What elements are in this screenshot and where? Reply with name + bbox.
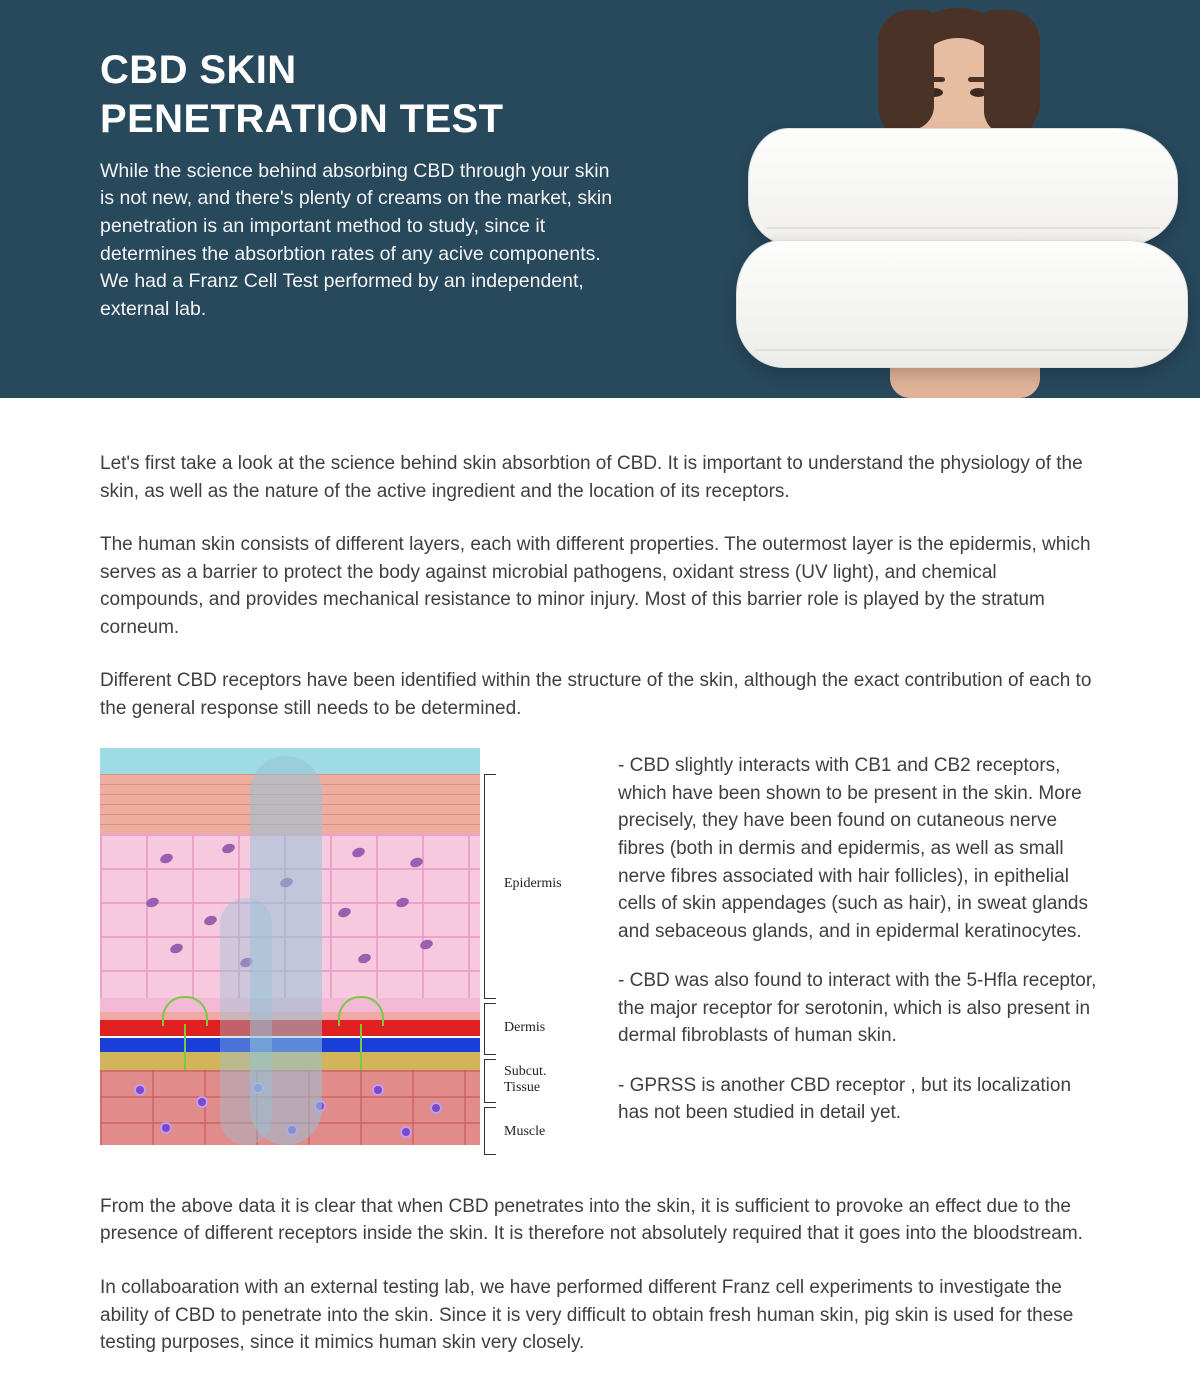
- hero-text-block: [100, 46, 620, 324]
- paragraph-5: In collaboaration with an external testing lab, we have performed different Franz cell experiments to investigate the ability of CBD to penetrate into the skin. Since it is very difficult to obtain fresh human skin, pig skin is used for these testing purposes, since it mimics human skin very closely.: [100, 1277, 1074, 1354]
- article-body: [0, 398, 1200, 1357]
- cbd-penetration-flow-secondary: [220, 898, 272, 1145]
- nerve-stem-left: [184, 1024, 186, 1070]
- diagram-labels: [484, 774, 590, 1140]
- model-hair-left: [878, 10, 934, 130]
- page-title-line-2: PENETRATION TEST: [100, 96, 504, 141]
- pillow-bottom-seam: [755, 349, 1169, 351]
- bracket-muscle: [484, 1107, 496, 1155]
- skin-layers-illustration: [100, 748, 480, 1145]
- hero-photo: [640, 0, 1200, 398]
- receptor-list: [618, 748, 1100, 1149]
- page-title: [100, 46, 620, 144]
- pillow-top-seam: [766, 227, 1160, 229]
- label-subcut-tissue: [504, 1064, 546, 1096]
- label-dermis: Dermis: [504, 1020, 546, 1036]
- pillow-top: [748, 128, 1178, 246]
- label-muscle: Muscle: [504, 1124, 546, 1140]
- page-title-line-1: CBD SKIN: [100, 48, 297, 92]
- list-item: - CBD was also found to interact with the 5-Hfla receptor, the major receptor for serotonin, which is also present in dermal fibroblasts of human skin.: [618, 970, 1097, 1047]
- label-subcut-line-1: Subcut.: [504, 1064, 547, 1080]
- paragraph-4: From the above data it is clear that when CBD penetrates into the skin, it is sufficient to provoke an effect due to the presence of different receptors inside the skin. It is therefore not absolutely required that it goes into the bloodstream.: [100, 1195, 1083, 1245]
- list-item: - GPRSS is another CBD receptor , but its localization has not been studied in detail yet.: [618, 1074, 1072, 1124]
- bracket-subcut-tissue: [484, 1059, 496, 1103]
- skin-diagram-section: [100, 748, 1100, 1149]
- label-epidermis: Epidermis: [504, 876, 562, 892]
- hero-banner: [0, 0, 1200, 398]
- pillow-bottom: [736, 240, 1188, 368]
- nerve-stem-right: [360, 1024, 362, 1070]
- list-item: - CBD slightly interacts with CB1 and CB2 receptors, which have been shown to be present in the skin. More precisely, they have been found on cutaneous nerve fibres (both in dermis and epidermis, as well as small nerve fibres associated with hair follicles), in epithelial cells of skin appendages (such as hair), in sweat glands and sebaceous glands, and in epidermal keratinocytes.: [618, 755, 1088, 942]
- paragraph-2: The human skin consists of different layers, each with different properties. The outermost layer is the epidermis, which serves as a barrier to protect the body against microbial pathogens, oxidant stress (UV light), and chemical compounds, and provides mechanical resistance to minor injury. Most of this barrier role is played by the stratum corneum.: [100, 534, 1091, 638]
- bracket-dermis: [484, 1003, 496, 1055]
- model-hair-right: [984, 10, 1040, 135]
- hero-intro-paragraph: While the science behind absorbing CBD through your skin is not new, and there's plenty of creams on the market, skin penetration is an important method to study, since it determines the absorbtion rates of any acive components. We had a Franz Cell Test performed by an independent, external lab.: [100, 159, 613, 321]
- paragraph-1: Let's first take a look at the science behind skin absorbtion of CBD. It is important to understand the physiology of the skin, as well as the nature of the active ingredient and the location of its receptors.: [100, 453, 1083, 502]
- label-subcut-line-2: Tissue: [504, 1080, 541, 1096]
- skin-cross-section-figure: [100, 748, 590, 1149]
- paragraph-3: Different CBD receptors have been identified within the structure of the skin, although the exact contribution of each to the general response still needs to be determined.: [100, 670, 1092, 719]
- bracket-epidermis: [484, 774, 496, 999]
